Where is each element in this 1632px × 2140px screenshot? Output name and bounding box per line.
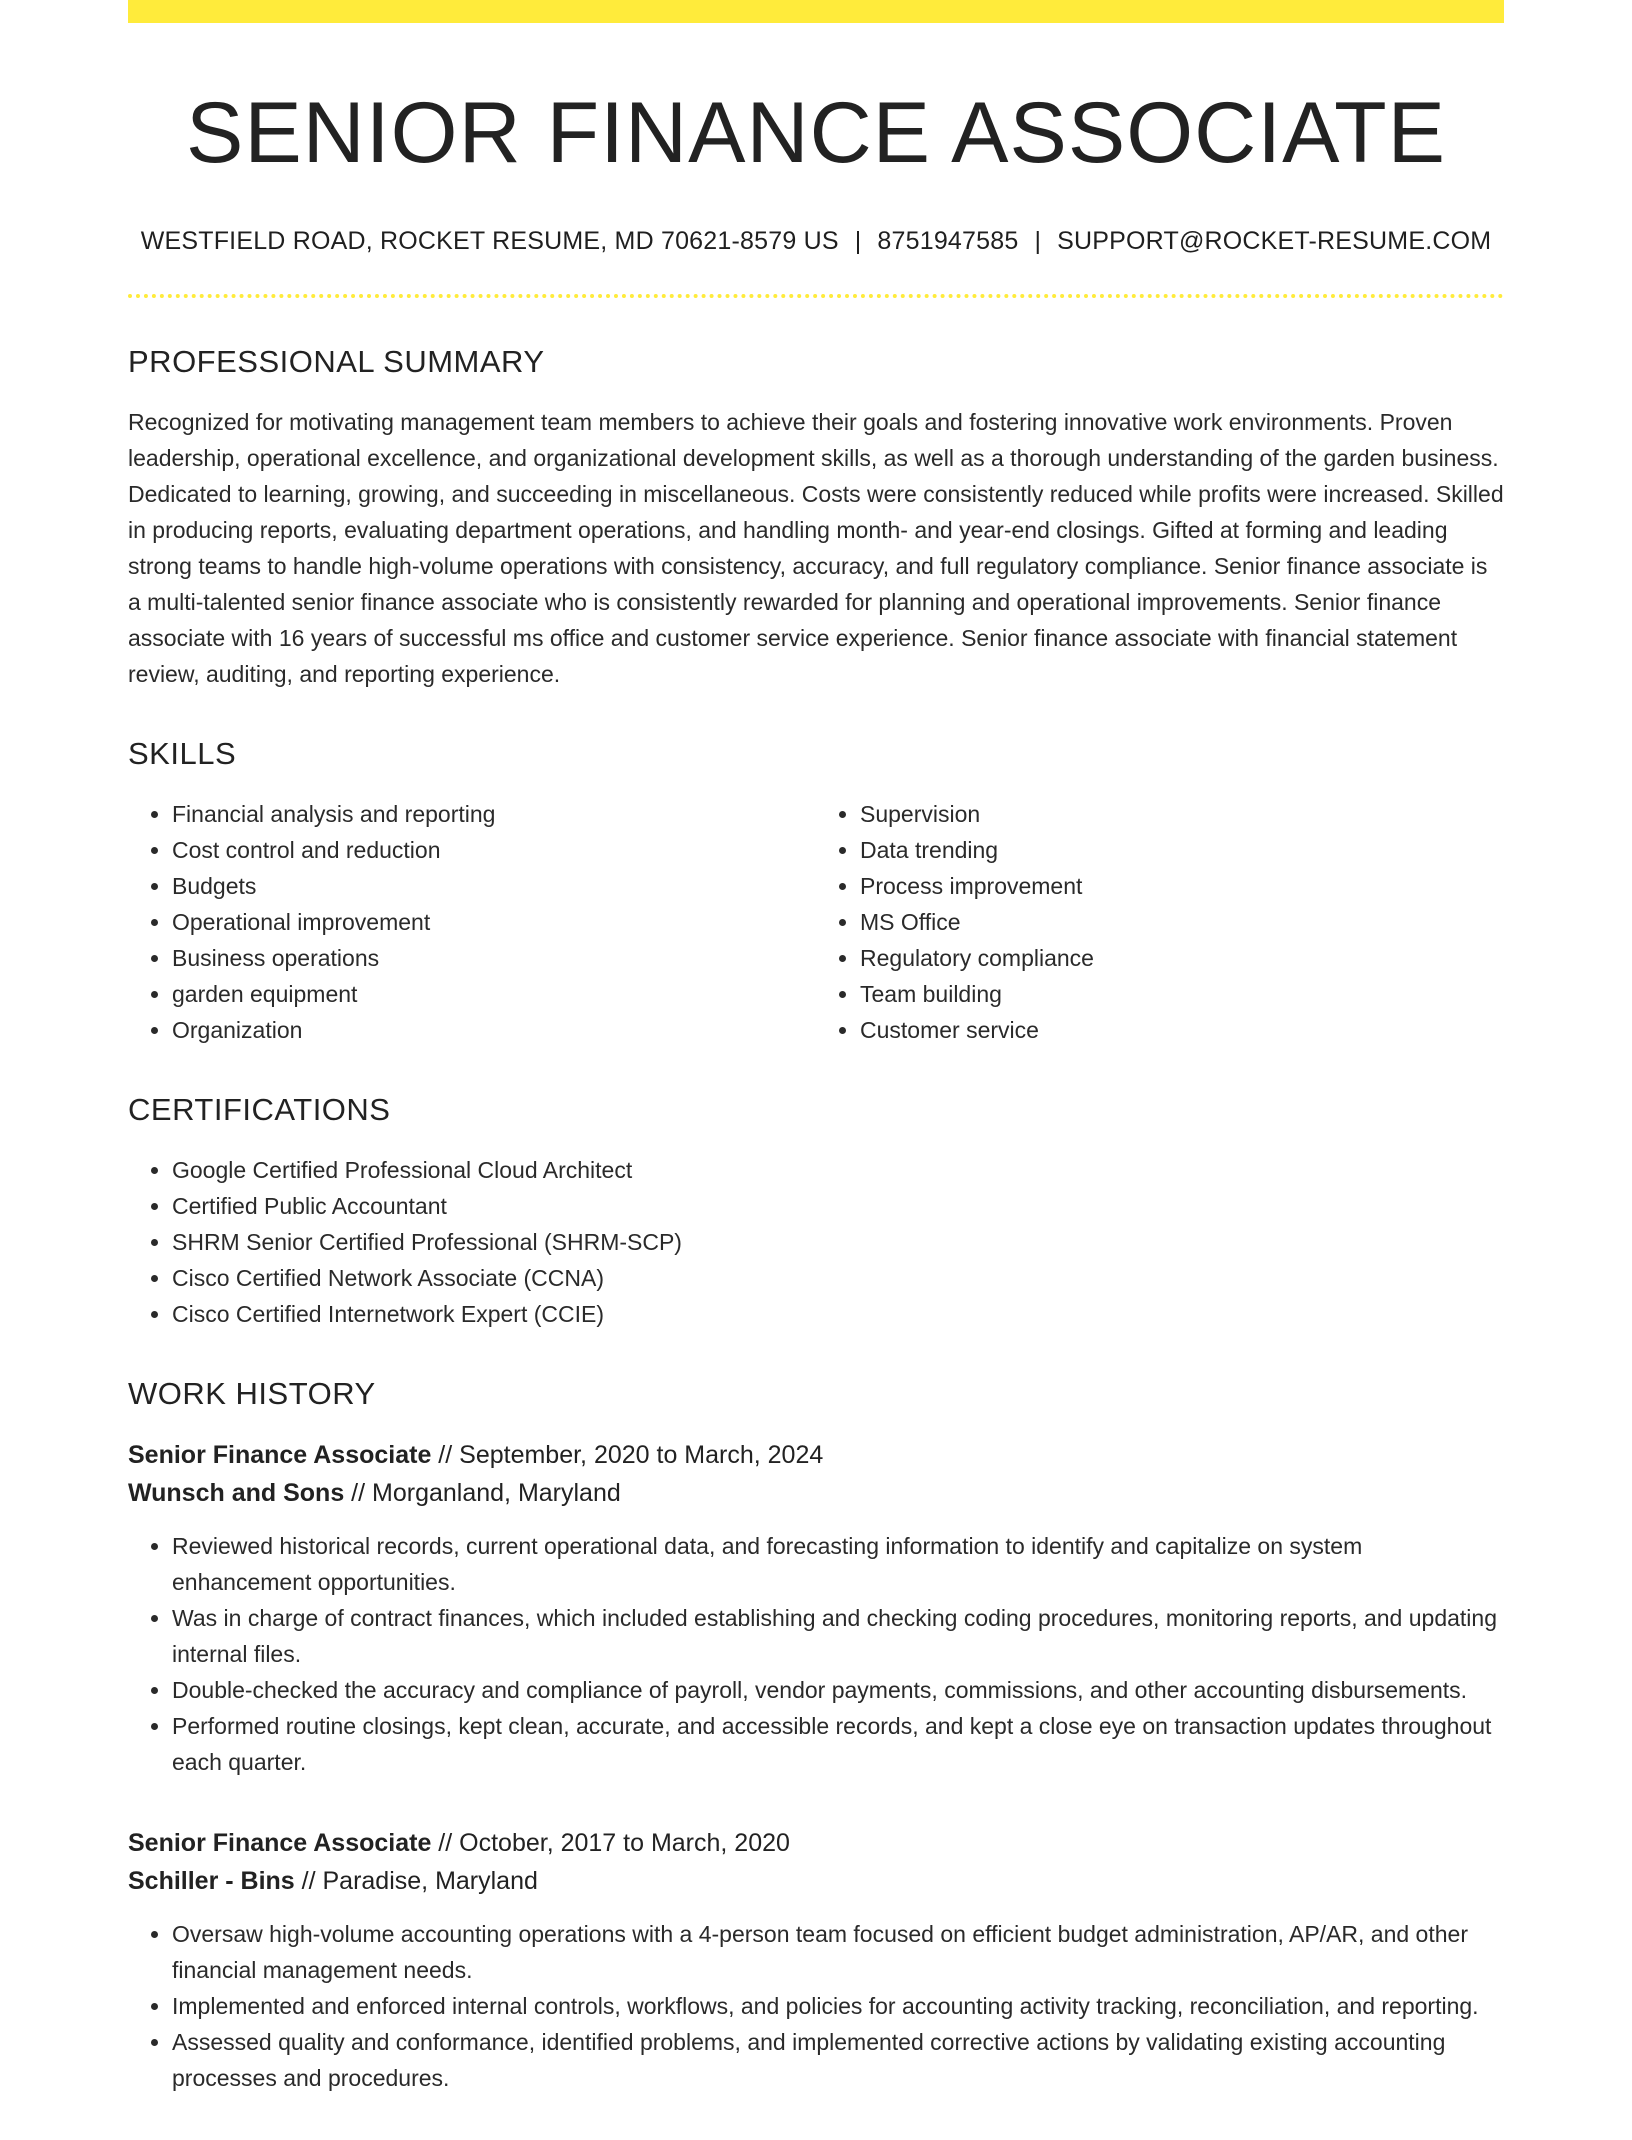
skills-list-left [128,796,816,1048]
contact-separator: | [854,226,862,255]
list-item: • Implemented and enforced internal controls, workflows, and policies for accounting activity tracking, reconciliation, and reporting. [172,1988,1504,2024]
list-item: • Google Certified Professional Cloud Architect [172,1152,1504,1188]
list-item: • Supervision [860,796,1504,832]
job-location: // Morganland, Maryland [344,1478,621,1507]
list-item: • Regulatory compliance [860,940,1504,976]
list-item: • Cisco Certified Network Associate (CCNA) [172,1260,1504,1296]
list-item: • Organization [172,1012,816,1048]
job-entry [128,1824,1504,2096]
section-title-certifications: CERTIFICATIONS [128,1091,391,1127]
job-company: Schiller - Bins [128,1866,295,1895]
list-item: • MS Office [860,904,1504,940]
summary-text: Recognized for motivating management team members to achieve their goals and fostering innovative work environments. Proven leadership, operational excellence, and organizational development skills, as well as a thorough understanding of the garden business. Dedicated to learning, growing, and succeeding in miscellaneous. Costs were consistently reduced while profits were increased. Skilled in producing reports, evaluating department operations, and handling month- and year-end closings. Gifted at forming and leading strong teams to handle high-volume operations with consistency, accuracy, and full regulatory compliance. Senior finance associate is a multi-talented senior finance associate who is consistently rewarded for planning and operational improvements. Senior finance associate with 16 years of successful ms office and customer service experience. Senior finance associate with financial statement review, auditing, and reporting experience. [128,408,1504,687]
contact-separator: | [1034,226,1042,255]
list-item: • Customer service [860,1012,1504,1048]
job-company-line [128,1862,1504,1900]
job-company: Wunsch and Sons [128,1478,345,1507]
job-location: // Paradise, Maryland [294,1866,538,1895]
list-item: • Process improvement [860,868,1504,904]
top-accent-bar [128,0,1504,23]
contact-email: SUPPORT@ROCKET-RESUME.COM [1057,226,1492,255]
job-company-line [128,1474,1504,1512]
list-item: • Operational improvement [172,904,816,940]
resume-page [128,0,1504,2140]
contact-line [128,227,1504,256]
list-item: • Certified Public Accountant [172,1188,1504,1224]
skills-grid [128,796,1504,1048]
list-item: • garden equipment [172,976,816,1012]
contact-address: WESTFIELD ROAD, ROCKET RESUME, MD 70621-8579 US [140,226,839,255]
page-title: SENIOR FINANCE ASSOCIATE [185,85,1447,181]
list-item: • Was in charge of contract finances, which included establishing and checking coding procedures, monitoring reports, and updating internal files. [172,1600,1504,1672]
dotted-divider [128,294,1504,298]
list-item: • Assessed quality and conformance, identified problems, and implemented corrective actions by validating existing accounting processes and procedures. [172,2024,1504,2096]
list-item: • Team building [860,976,1504,1012]
list-item: • Oversaw high-volume accounting operations with a 4-person team focused on efficient budget administration, AP/AR, and other financial management needs. [172,1916,1504,1988]
certifications-list [128,1152,1504,1332]
section-title-work-history: WORK HISTORY [128,1375,376,1411]
job-role: Senior Finance Associate [128,1440,432,1469]
job-role-line [128,1824,1504,1862]
list-item: • Financial analysis and reporting [172,796,816,832]
job-bullets [128,1916,1504,2096]
list-item: • Performed routine closings, kept clean, accurate, and accessible records, and kept a close eye on transaction updates throughout each quarter. [172,1708,1504,1780]
skills-list-right [816,796,1504,1048]
list-item: • Cost control and reduction [172,832,816,868]
job-dates: // October, 2017 to March, 2020 [431,1828,790,1857]
job-bullets [128,1528,1504,1780]
job-role-line [128,1436,1504,1474]
list-item: • SHRM Senior Certified Professional (SHRM-SCP) [172,1224,1504,1260]
section-title-skills: SKILLS [128,735,237,771]
job-entry [128,1436,1504,1780]
contact-phone: 8751947585 [877,226,1019,255]
list-item: • Data trending [860,832,1504,868]
list-item: • Business operations [172,940,816,976]
list-item: • Double-checked the accuracy and compliance of payroll, vendor payments, commissions, and other accounting disbursements. [172,1672,1504,1708]
list-item: • Reviewed historical records, current operational data, and forecasting information to identify and capitalize on system enhancement opportunities. [172,1528,1504,1600]
list-item: • Budgets [172,868,816,904]
job-role: Senior Finance Associate [128,1828,432,1857]
list-item: • Cisco Certified Internetwork Expert (CCIE) [172,1296,1504,1332]
section-title-summary: PROFESSIONAL SUMMARY [128,343,545,379]
job-dates: // September, 2020 to March, 2024 [431,1440,824,1469]
